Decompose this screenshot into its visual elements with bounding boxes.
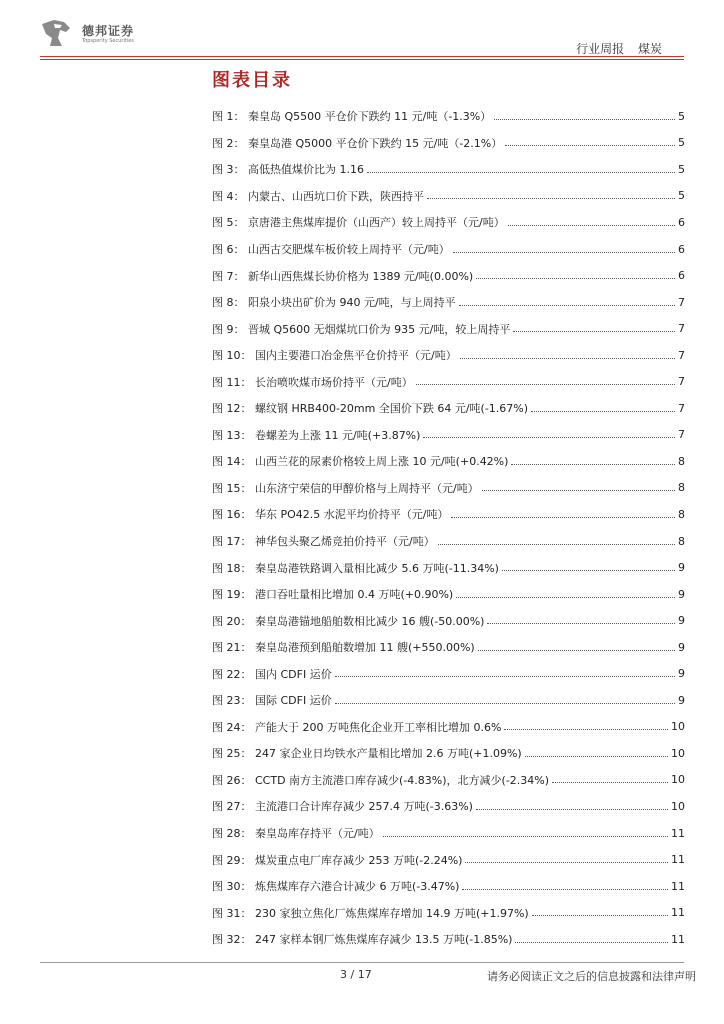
toc-dot-leader	[482, 490, 675, 491]
toc-dot-leader	[383, 836, 668, 837]
toc-dot-leader	[478, 650, 675, 651]
toc-dot-leader	[515, 942, 668, 943]
toc-dot-leader	[335, 703, 675, 704]
toc-entry-page: 6	[678, 269, 685, 283]
toc-entry-label: 图 12： 螺纹钢 HRB400-20mm 全国价下跌 64 元/吨(-1.67%)	[212, 402, 529, 416]
toc-entry-page: 7	[678, 428, 685, 442]
toc-entry-page: 9	[678, 587, 685, 601]
toc-entry-page: 9	[678, 561, 685, 575]
toc-dot-leader	[508, 225, 675, 226]
toc-entry[interactable]	[212, 475, 685, 502]
toc-entry-page: 11	[671, 879, 685, 893]
toc-entry-label: 图 23： 国际 CDFI 运价	[212, 694, 332, 708]
toc-dot-leader	[462, 889, 668, 890]
toc-entry-label: 图 29： 煤炭重点电厂库存减少 253 万吨(-2.24%)	[212, 853, 463, 867]
toc-entry-page: 9	[678, 640, 685, 654]
toc-entry[interactable]	[212, 873, 685, 900]
toc-entry[interactable]	[212, 581, 685, 608]
toc-entry-label: 图 24： 产能大于 200 万吨焦化企业开工率相比增加 0.6%	[212, 720, 502, 734]
toc-entry-label: 图 9： 晋城 Q5600 无烟煤坑口价为 935 元/吨，较上周持平	[212, 322, 511, 336]
toc-entry-page: 8	[678, 454, 685, 468]
toc-entry[interactable]	[212, 793, 685, 820]
toc-dot-leader	[460, 358, 675, 359]
toc-entry[interactable]	[212, 714, 685, 741]
toc-entry-label: 图 13： 卷螺差为上涨 11 元/吨(+3.87%)	[212, 428, 421, 442]
toc-dot-leader	[416, 384, 675, 385]
toc-dot-leader	[487, 623, 675, 624]
toc-dot-leader	[438, 544, 675, 545]
toc-entry[interactable]	[212, 607, 685, 634]
company-logo	[40, 18, 180, 48]
toc-entry[interactable]	[212, 634, 685, 661]
toc-entry-page: 9	[678, 614, 685, 628]
disclaimer-text: 请务必阅读正文之后的信息披露和法律声明	[487, 970, 696, 983]
toc-dot-leader	[532, 915, 668, 916]
toc-dot-leader	[453, 252, 675, 253]
toc-entry[interactable]	[212, 448, 685, 475]
toc-entry[interactable]	[212, 767, 685, 794]
toc-entry-label: 图 11： 长治喷吹煤市场价持平（元/吨）	[212, 375, 413, 389]
toc-entry[interactable]	[212, 554, 685, 581]
toc-entry-page: 7	[678, 295, 685, 309]
toc-entry[interactable]	[212, 156, 685, 183]
toc-entry[interactable]	[212, 368, 685, 395]
toc-entry-label: 图 18： 秦皇岛港铁路调入量相比减少 5.6 万吨(-11.34%)	[212, 561, 499, 575]
toc-entry-label: 图 6： 山西古交肥煤车板价较上周持平（元/吨）	[212, 243, 450, 256]
toc-entry-page: 7	[678, 348, 685, 362]
toc-entry-page: 5	[678, 109, 685, 123]
toc-dot-leader	[423, 437, 675, 438]
footer-divider	[40, 962, 684, 963]
toc-dot-leader	[531, 411, 675, 412]
toc-entry-page: 10	[671, 746, 685, 760]
toc-entry-page: 11	[671, 932, 685, 946]
toc-dot-leader	[502, 570, 675, 571]
toc-entry-label: 图 10： 国内主要港口冶金焦平仓价持平（元/吨）	[212, 349, 457, 363]
toc-entry-label: 图 16： 华东 PO42.5 水泥平均价持平（元/吨）	[212, 508, 449, 522]
toc-entry[interactable]	[212, 130, 685, 157]
toc-entry-page: 5	[678, 189, 685, 203]
toc-entry-label: 图 26： CCTD 南方主流港口库存减少(-4.83%)，北方减少(-2.34%)	[212, 773, 550, 787]
toc-entry-page: 7	[678, 401, 685, 415]
toc-entry-label: 图 3： 高低热值煤价比为 1.16	[212, 163, 364, 177]
toc-entry[interactable]	[212, 820, 685, 847]
toc-entry-label: 图 5： 京唐港主焦煤库提价（山西产）较上周持平（元/吨）	[212, 216, 505, 230]
toc-entry-label: 图 31： 230 家独立焦化厂炼焦煤库存增加 14.9 万吨(+1.97%)	[212, 906, 529, 920]
report-sector: 煤炭	[637, 42, 662, 56]
toc-entry[interactable]	[212, 660, 685, 687]
toc-entry-label: 图 17： 神华包头聚乙烯竞拍价持平（元/吨）	[212, 535, 435, 549]
toc-entry[interactable]	[212, 262, 685, 289]
toc-entry-label: 图 30： 炼焦煤库存六港合计减少 6 万吨(-3.47%)	[212, 880, 460, 894]
toc-entry[interactable]	[212, 501, 685, 528]
toc-entry[interactable]	[212, 687, 685, 714]
toc-entry-page: 8	[678, 507, 685, 521]
toc-entry-page: 8	[678, 534, 685, 548]
toc-entry-page: 10	[671, 799, 685, 813]
toc-entry[interactable]	[212, 422, 685, 449]
toc-entry[interactable]	[212, 209, 685, 236]
table-of-figures	[212, 103, 685, 953]
toc-entry-label: 图 15： 山东济宁荣信的甲醇价格与上周持平（元/吨）	[212, 481, 479, 495]
toc-entry[interactable]	[212, 342, 685, 369]
toc-entry-page: 10	[671, 720, 685, 734]
toc-entry[interactable]	[212, 183, 685, 210]
toc-entry-label: 图 14： 山西兰花的尿素价格较上周上涨 10 元/吨(+0.42%)	[212, 455, 509, 469]
report-header	[566, 40, 662, 57]
toc-entry-label: 图 25： 247 家企业日均铁水产量相比增加 2.6 万吨(+1.09%)	[212, 747, 522, 761]
toc-entry[interactable]	[212, 315, 685, 342]
toc-entry-label: 图 7： 新华山西焦煤长协价格为 1389 元/吨(0.00%)	[212, 269, 474, 283]
toc-entry-label: 图 4： 内蒙古、山西坑口价下跌，陕西持平	[212, 189, 424, 203]
toc-dot-leader	[459, 305, 675, 306]
toc-dot-leader	[504, 729, 668, 730]
toc-dot-leader	[494, 119, 675, 120]
toc-dot-leader	[335, 676, 675, 677]
toc-entry-page: 11	[671, 853, 685, 867]
toc-dot-leader	[525, 756, 668, 757]
toc-dot-leader	[427, 198, 675, 199]
toc-entry[interactable]	[212, 528, 685, 555]
toc-entry-page: 11	[671, 826, 685, 840]
logo-text-cn: 德邦证券	[82, 24, 135, 38]
toc-dot-leader	[476, 278, 675, 279]
toc-entry-label: 图 20： 秦皇岛港锚地船舶数相比减少 16 艘(-50.00%)	[212, 614, 485, 628]
toc-entry-page: 6	[678, 242, 685, 256]
logo-mark-icon	[40, 18, 74, 48]
header-divider	[40, 56, 684, 57]
toc-entry-page: 9	[678, 667, 685, 681]
header-divider-thin	[40, 59, 684, 60]
toc-entry-page: 5	[678, 136, 685, 150]
toc-entry-page: 5	[678, 162, 685, 176]
toc-entry-label: 图 21： 秦皇岛港预到船舶数增加 11 艘(+550.00%)	[212, 641, 475, 655]
toc-entry-page: 7	[678, 375, 685, 389]
toc-entry-label: 图 2： 秦皇岛港 Q5000 平仓价下跌约 15 元/吨（-2.1%）	[212, 136, 503, 150]
toc-entry[interactable]	[212, 236, 685, 263]
toc-dot-leader	[367, 172, 675, 173]
toc-entry-page: 6	[678, 215, 685, 229]
toc-entry-page: 9	[678, 693, 685, 707]
report-type: 行业周报	[576, 42, 625, 56]
toc-entry-label: 图 19： 港口吞吐量相比增加 0.4 万吨(+0.90%)	[212, 588, 454, 602]
toc-entry-page: 11	[671, 906, 685, 920]
toc-entry-page: 10	[671, 773, 685, 787]
page-number: 3 / 17	[340, 968, 372, 981]
toc-entry-page: 8	[678, 481, 685, 495]
toc-entry-label: 图 22： 国内 CDFI 运价	[212, 667, 332, 681]
toc-dot-leader	[505, 145, 675, 146]
toc-entry[interactable]	[212, 926, 685, 953]
toc-entry-label: 图 28： 秦皇岛库存持平（元/吨）	[212, 827, 380, 841]
toc-dot-leader	[552, 782, 668, 783]
toc-entry-label: 图 1： 秦皇岛 Q5500 平仓价下跌约 11 元/吨（-1.3%）	[212, 110, 492, 124]
toc-entry[interactable]	[212, 846, 685, 873]
toc-dot-leader	[513, 331, 675, 332]
toc-entry[interactable]	[212, 289, 685, 316]
toc-entry-page: 7	[678, 322, 685, 336]
toc-dot-leader	[451, 517, 675, 518]
page-title: 图表目录	[212, 70, 292, 91]
toc-entry[interactable]	[212, 103, 685, 130]
toc-entry[interactable]	[212, 899, 685, 926]
toc-dot-leader	[511, 464, 675, 465]
toc-dot-leader	[456, 597, 675, 598]
toc-dot-leader	[476, 809, 668, 810]
toc-entry[interactable]	[212, 740, 685, 767]
toc-entry-label: 图 8： 阳泉小块出矿价为 940 元/吨，与上周持平	[212, 296, 456, 310]
toc-entry-label: 图 27： 主流港口合计库存减少 257.4 万吨(-3.63%)	[212, 800, 473, 814]
logo-text-en: Topsperity Securities	[82, 38, 134, 44]
toc-entry-label: 图 32： 247 家样本钢厂炼焦煤库存减少 13.5 万吨(-1.85%)	[212, 933, 513, 947]
toc-entry[interactable]	[212, 395, 685, 422]
toc-dot-leader	[465, 862, 668, 863]
